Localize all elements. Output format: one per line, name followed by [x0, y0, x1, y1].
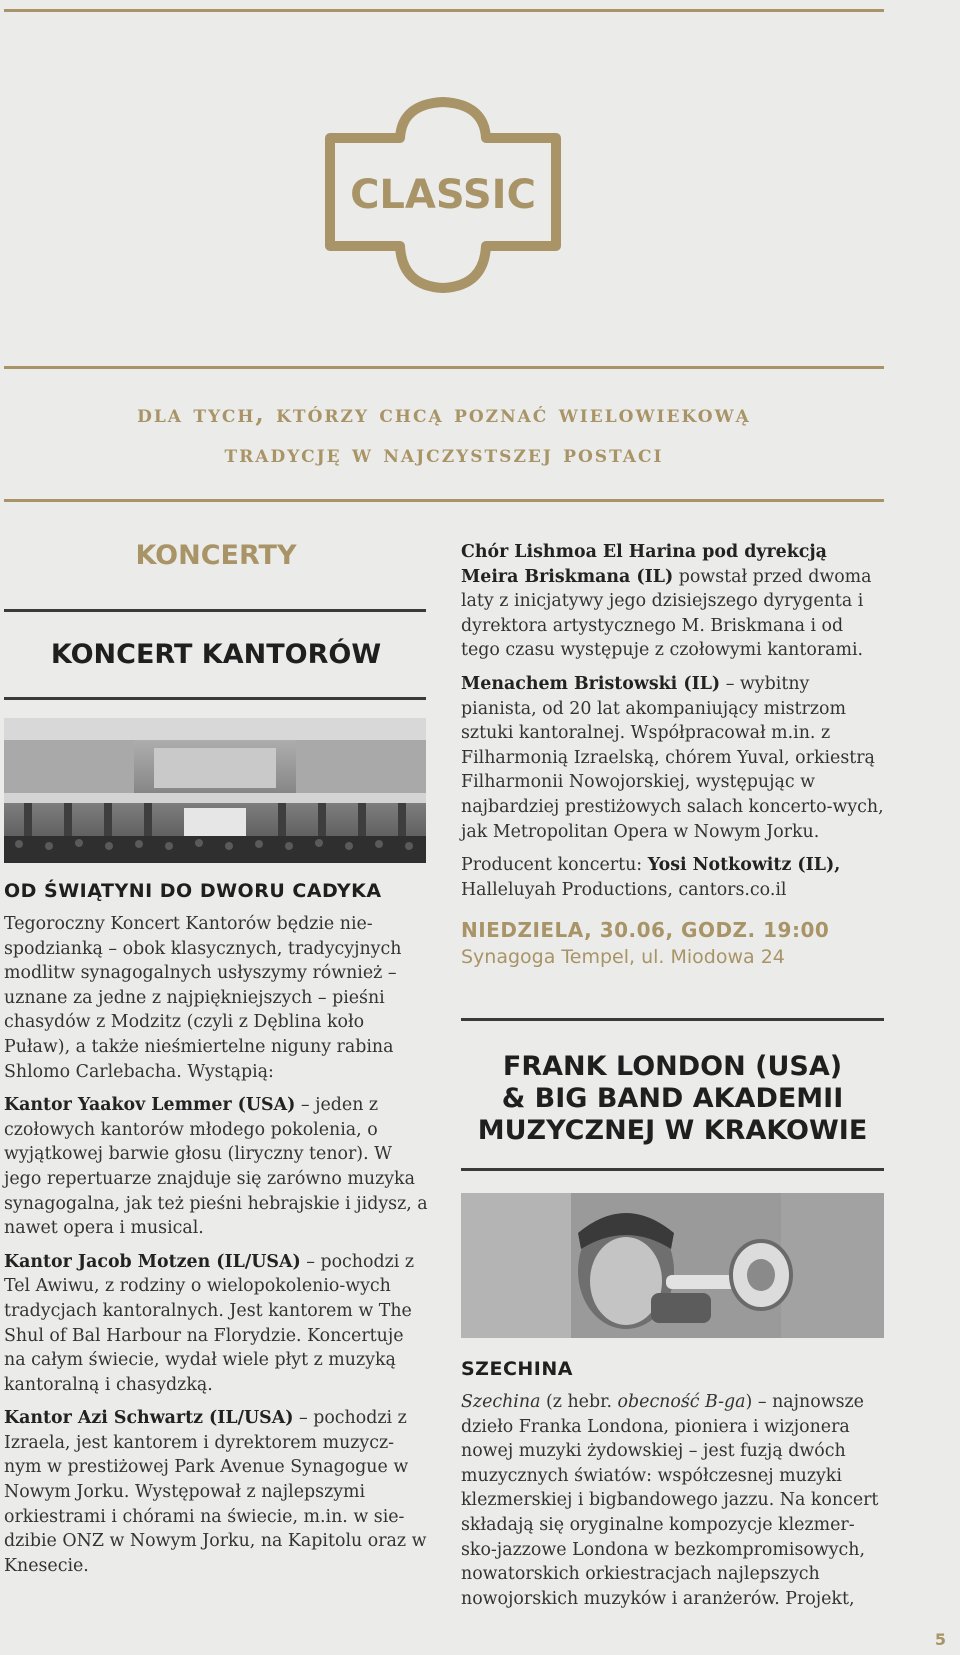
rule-above-title: [4, 609, 426, 612]
szechina-meaning-italic: obecność B-ga: [617, 1392, 746, 1412]
szechina-paragraph: [461, 1390, 884, 1611]
classic-logo: [318, 96, 568, 296]
tagline: [4, 394, 884, 474]
rule-below-tagline: [4, 499, 884, 502]
concert-title: KONCERT KANTORÓW: [50, 639, 382, 670]
performer-bio: – pochodzi z Izraela, jest kantorem i dyrektorem muzycz-nym w prestiżowej Park Avenue Synagogue w Nowym Jorku. Występował z najlepszymi orkiestrami i chórami na świecie, m.in. w sie-dzibie ONZ w Nowym Jorku, na Kapitolu oraz w Knesecie.: [4, 1408, 427, 1576]
performer-name: Kantor Jacob Motzen (IL/USA): [4, 1251, 301, 1272]
szechina-text-1: (z hebr.: [540, 1392, 618, 1412]
event-date: NIEDZIELA, 30.06, GODZ. 19:00: [461, 918, 830, 943]
rule-above-title-2: [461, 1018, 884, 1021]
producer-company: Halleluyah Productions, cantors.co.il: [461, 879, 787, 900]
szechina-title-italic: Szechina: [461, 1392, 541, 1412]
choir-paragraph: [461, 540, 884, 663]
title-2-line-2: & BIG BAND AKADEMII: [501, 1083, 844, 1114]
tagline-line-1: dla tych, którzy chcą poznać wielowiekową: [137, 399, 751, 428]
rule-below-title: [4, 697, 426, 700]
concert-title-2: [461, 1051, 884, 1147]
choir-name: Chór Lishmoa El Harina pod dyrekcją Meira Briskmana (IL): [461, 542, 827, 587]
szechina-text-2: ) – najnowsze dzieło Franka Londona, pioniera i wizjonera nowej muzyki żydowskiej – jest fuzją dwóch muzycznych światów: współczesnej muzyki klezmerskiej i bigbandowego jazzu. Na koncert składają się oryginalne kompozycje klezmer-sko-jazzowe Londona w bezkompromisowych, nowatorskich orkiestracjach najlepszych nowojorskich muzyków i aranżerów. Projekt,: [461, 1392, 879, 1609]
pianist-name: Menachem Bristowski (IL): [461, 673, 721, 694]
left-column: [4, 540, 428, 571]
tagline-line-2: tradycję w najczystszej postaci: [224, 439, 664, 468]
page-number: 5: [934, 1630, 946, 1649]
pianist-bio: – wybitny pianista, od 20 lat akompaniujący mistrzom sztuki kantoralnej. Współpracował m.in. z Filharmonią Izraelską, chórem Yuval, orkiestrą Filharmonii Nowojorskiej, występując w najbardziej prestiżowych salach koncerto-wych, jak Metropolitan Opera w Nowym Jorku.: [461, 673, 884, 842]
performer-bio: – pochodzi z Tel Awiwu, z rodziny o wielopokolenio-wych tradycjach kantoralnych. Jest kantorem w The Shul of Bal Harbour na Florydzie. Koncertuje na całym świecie, wydał wiele płyt z muzyką kantoralną i chasydzką.: [4, 1251, 414, 1395]
synagogue-interior-photo: [4, 718, 426, 863]
title-2-line-1: FRANK LONDON (USA): [502, 1051, 843, 1082]
producer-paragraph: [461, 853, 884, 902]
classic-logo-text: CLASSIC: [350, 172, 536, 218]
pianist-paragraph: [461, 672, 884, 844]
szechina-text: [461, 1358, 884, 1620]
producer-name: Yosi Notkowitz (IL),: [647, 855, 841, 876]
performer-motzen: [4, 1250, 428, 1398]
producer-label: Producent koncertu:: [461, 855, 648, 876]
performer-bio: – jeden z czołowych kantorów młodego pokolenia, o wyjątkowej barwie głosu (liryczny tenor). W jego repertuarze znajduje się zarówno muzyka synagogalna, jak też pieśni hebrajskie i jidysz, a nawet opera i musical.: [4, 1095, 428, 1239]
choir-bio: powstał przed dwoma laty z inicjatywy jego dzisiejszego dyrygenta i dyrektora artystycznego M. Briskmana i od tego czasu występuje z czołowymi kantorami.: [461, 566, 872, 661]
section-label: KONCERTY: [135, 540, 297, 571]
performer-lemmer: [4, 1093, 428, 1241]
rule-above-tagline: [4, 366, 884, 369]
intro-paragraph: Tegoroczny Koncert Kantorów będzie nie-spodzianką – obok klasycznych, tradycyjnych modlitw synagogalnych usłyszymy również – uznane za jedne z najpiękniejszych – pieśni chasydów z Modzitz (czyli z Dęblina koło Puław), a także nieśmiertelne niguny rabina Shlomo Carlebacha. Wystąpią:: [4, 914, 402, 1082]
trumpet-player-photo: [461, 1193, 884, 1338]
concert-subheading: OD ŚWIĄTYNI DO DWORU CADYKA: [4, 880, 382, 902]
performer-name: Kantor Yaakov Lemmer (USA): [4, 1095, 296, 1116]
left-text: [4, 880, 428, 1587]
top-rule: [4, 9, 884, 12]
rule-below-title-2: [461, 1168, 884, 1171]
performer-schwartz: [4, 1406, 428, 1578]
szechina-subheading: SZECHINA: [461, 1358, 573, 1380]
title-2-line-3: MUZYCZNEJ W KRAKOWIE: [477, 1115, 868, 1146]
right-text: [461, 540, 884, 968]
event-venue: Synagoga Tempel, ul. Miodowa 24: [461, 946, 785, 969]
performer-name: Kantor Azi Schwartz (IL/USA): [4, 1408, 294, 1429]
